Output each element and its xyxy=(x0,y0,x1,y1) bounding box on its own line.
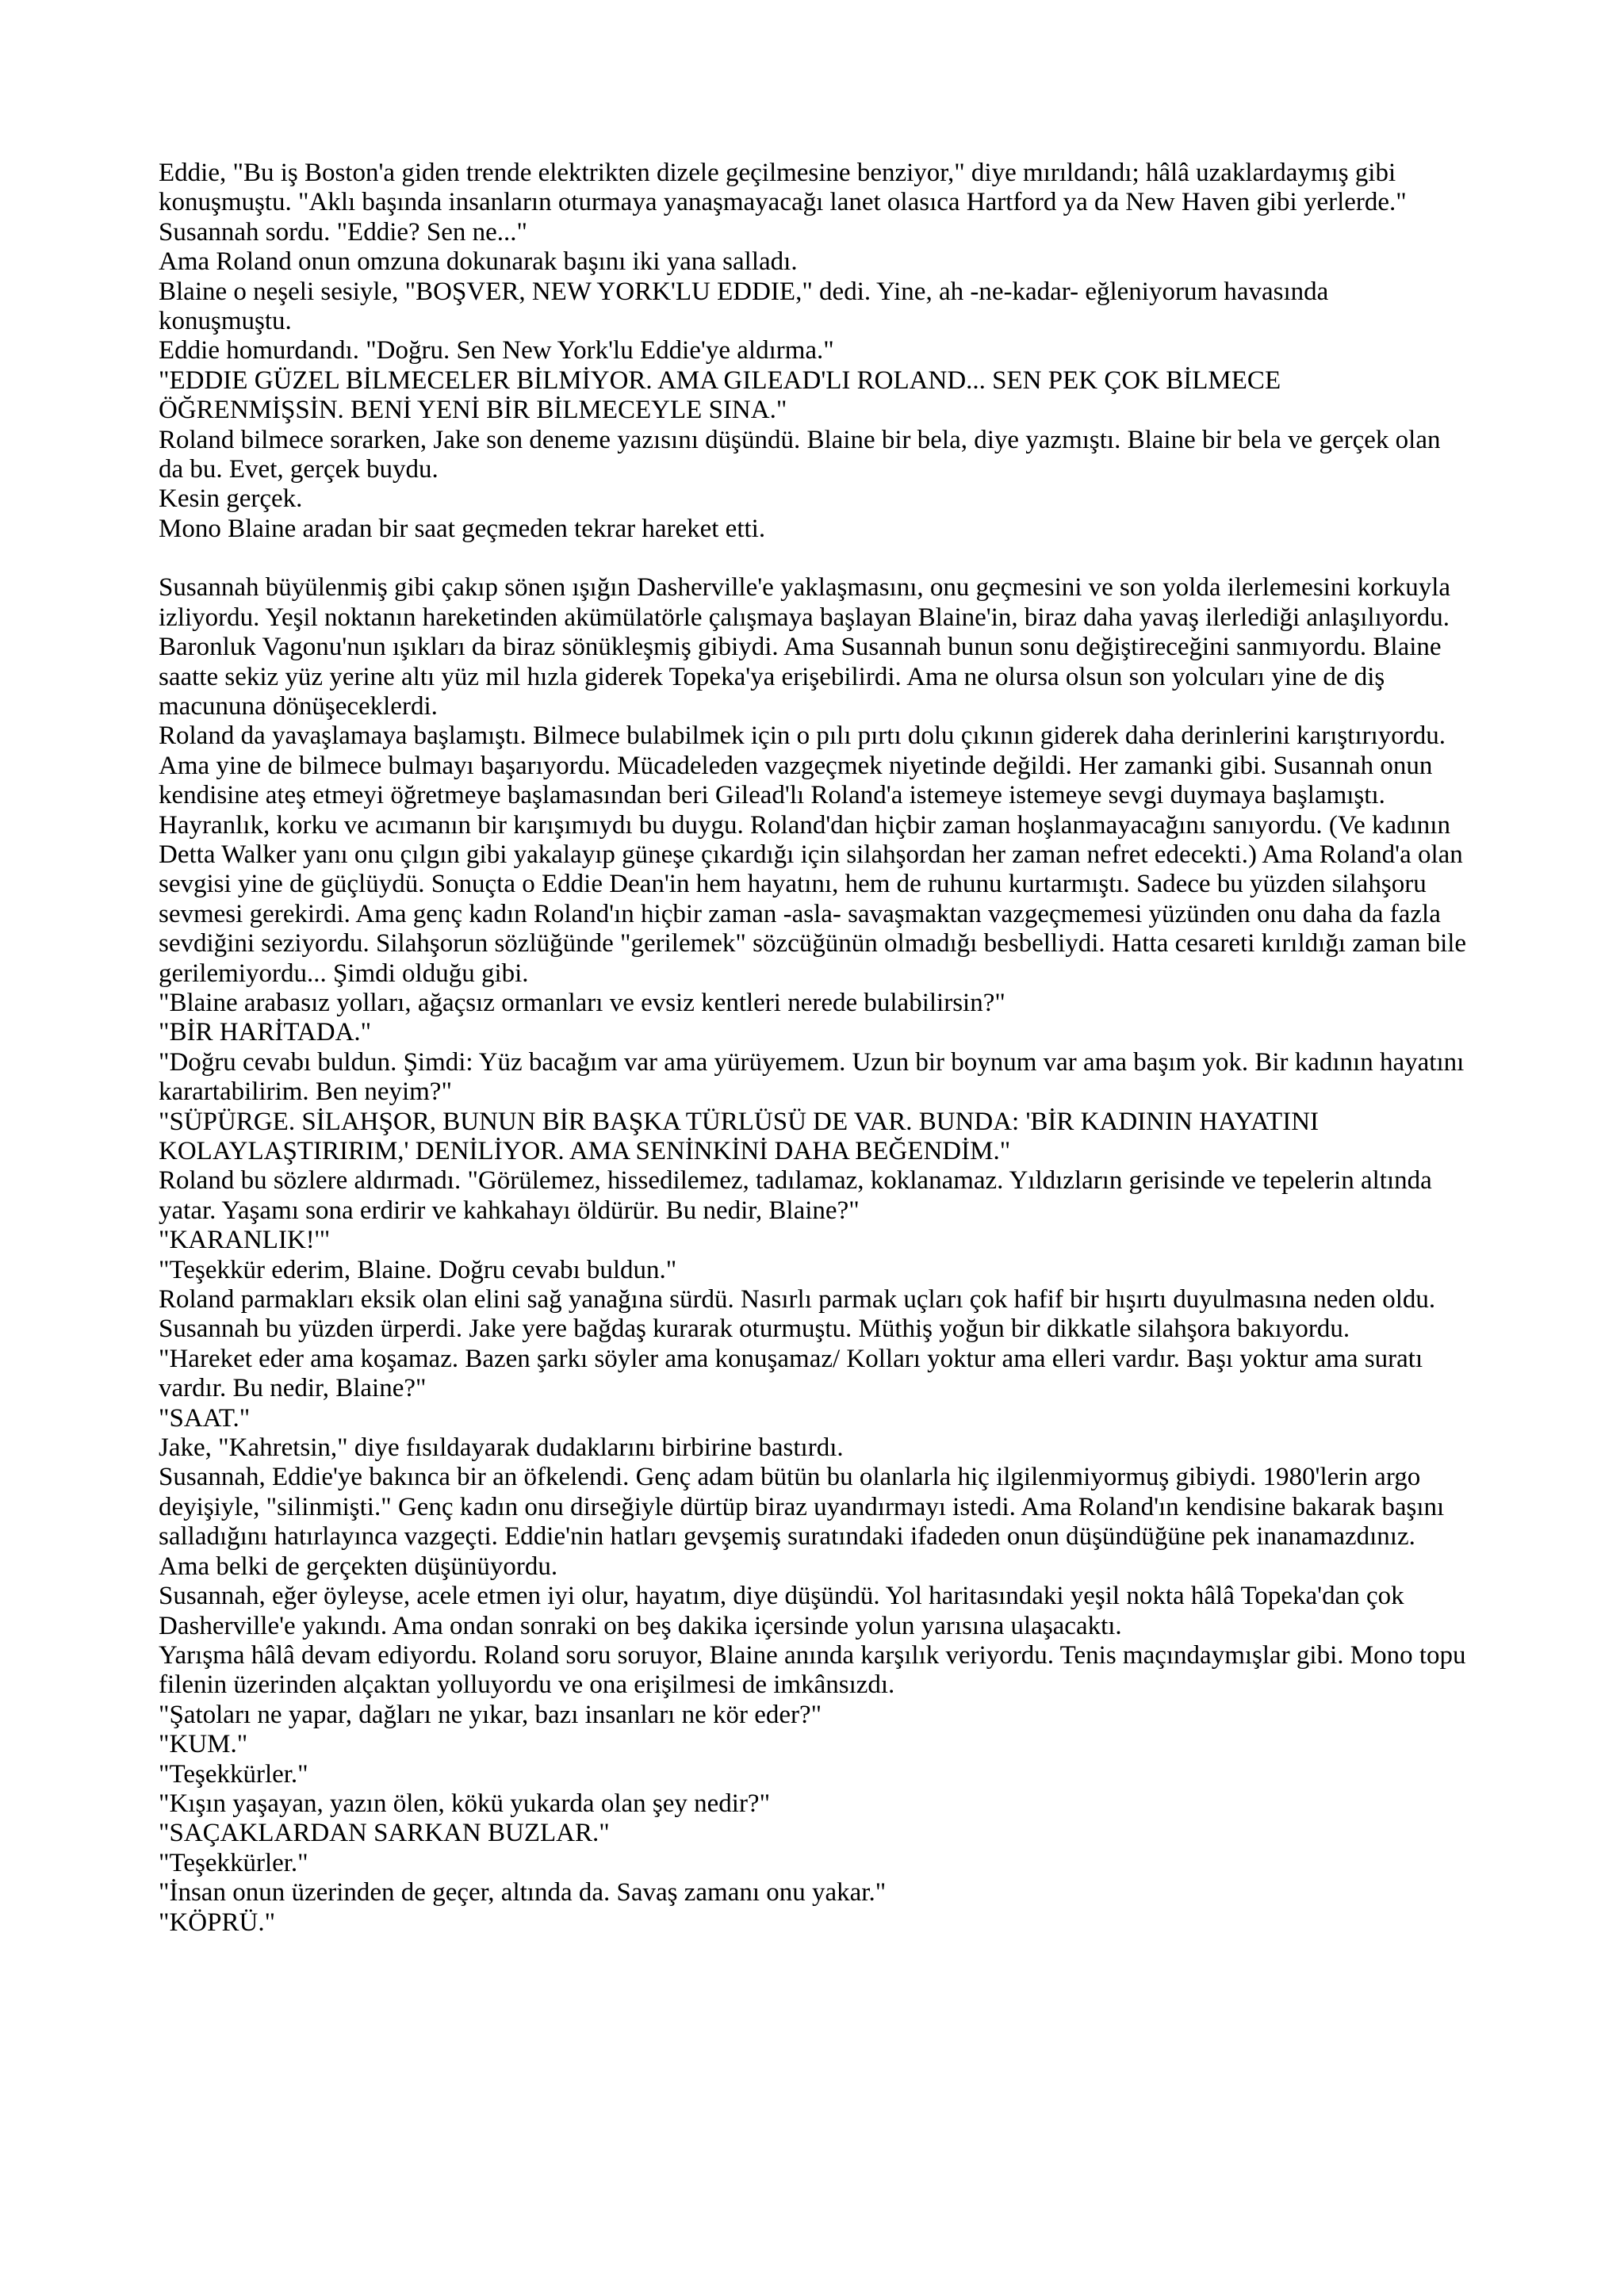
paragraph: "Teşekkürler." xyxy=(159,1848,308,1877)
paragraph: Roland parmakları eksik olan elini sağ yanağına sürdü. Nasırlı parmak uçları çok hafif bir hışırtı duyulmasına neden oldu. Susannah bu yüzden ürperdi. Jake yere bağdaş kurarak oturmuştu. Müthiş yoğun bir dikkatle silahşora bakıyordu. xyxy=(159,1285,1436,1344)
paragraph: "Teşekkürler." xyxy=(159,1759,308,1789)
paragraph: "EDDIE GÜZEL BİLMECELER BİLMİYOR. AMA GILEAD'LI ROLAND... SEN PEK ÇOK BİLMECE ÖĞRENMİŞSİN. BENİ YENİ BİR BİLMECEYLE SINA." xyxy=(159,365,1281,425)
paragraph: "Blaine arabasız yolları, ağaçsız ormanları ve evsiz kentleri nerede bulabilirsin?" xyxy=(159,988,1005,1017)
paragraph: Kesin gerçek. xyxy=(159,484,303,514)
paragraph: Blaine o neşeli sesiyle, "BOŞVER, NEW YORK'LU EDDIE," dedi. Yine, ah -ne-kadar- eğleniyorum havasında konuşmuştu. xyxy=(159,277,1329,336)
paragraph: Susannah büyülenmiş gibi çakıp sönen ışığın Dasherville'e yaklaşmasını, onu geçmesini ve son yolda ilerlemesini korkuyla izliyordu. Yeşil noktanın hareketinden akümülatörle çalışmaya başlayan Blaine'in, biraz daha yavaş ilerlediği anlaşılıyordu. Baronluk Vagonu'nun ışıkları da biraz sönükleşmiş gibiydi. Ama Susannah bunun sonu değiştireceğini sanmıyordu. Blaine saatte sekiz yüz yerine altı yüz mil hızla giderek Topeka'ya erişebilirdi. Ama ne olursa olsun son yolcuları yine de diş macununa dönüşeceklerdi. xyxy=(159,573,1451,721)
paragraph: "Hareket eder ama koşamaz. Bazen şarkı söyler ama konuşamaz/ Kolları yoktur ama elleri vardır. Başı yoktur ama suratı vardır. Bu nedir, Blaine?" xyxy=(159,1344,1423,1403)
paragraph: "SAÇAKLARDAN SARKAN BUZLAR." xyxy=(159,1819,610,1848)
paragraph: "Kışın yaşayan, yazın ölen, kökü yukarda olan şey nedir?" xyxy=(159,1789,771,1818)
paragraph: Susannah, eğer öyleyse, acele etmen iyi olur, hayatım, diye düşündü. Yol haritasındaki yeşil nokta hâlâ Topeka'dan çok Dasherville'e yakındı. Ama ondan sonraki on beş dakika içersinde yolun yarısına ulaşacaktı. xyxy=(159,1582,1404,1640)
paragraph: Roland bilmece sorarken, Jake son deneme yazısını düşündü. Blaine bir bela, diye yazmıştı. Blaine bir bela ve gerçek olan da bu. Evet, gerçek buydu. xyxy=(159,425,1441,484)
paragraph: Roland bu sözlere aldırmadı. "Görülemez, hissedilemez, tadılamaz, koklanamaz. Yıldızların gerisinde ve tepelerin altında yatar. Yaşamı sona erdirir ve kahkahayı öldürür. Bu nedir, Blaine?" xyxy=(159,1166,1432,1225)
paragraph: "KARANLIK!'" xyxy=(159,1226,331,1255)
paragraph-spacer xyxy=(159,544,1467,573)
paragraph: "Teşekkür ederim, Blaine. Doğru cevabı buldun." xyxy=(159,1255,677,1284)
paragraph: Eddie homurdandı. "Doğru. Sen New York'lu Eddie'ye aldırma." xyxy=(159,336,834,365)
paragraph: Eddie, "Bu iş Boston'a giden trende elektrikten dizele geçilmesine benziyor," diye mırıldandı; hâlâ uzaklardaymış gibi konuşmuştu. "Aklı başında insanların oturmaya yanaşmayacağı lanet olasıca Hartford ya da New Haven gibi yerlerde." xyxy=(159,159,1407,217)
paragraph: "SAAT." xyxy=(159,1403,251,1433)
paragraph: "İnsan onun üzerinden de geçer, altında da. Savaş zamanı onu yakar." xyxy=(159,1878,887,1908)
paragraph: Jake, "Kahretsin," diye fısıldayarak dudaklarını birbirine bastırdı. xyxy=(159,1433,844,1463)
paragraph: "Şatoları ne yapar, dağları ne yıkar, bazı insanları ne kör eder?" xyxy=(159,1700,822,1729)
paragraph: "KÖPRÜ." xyxy=(159,1908,276,1937)
paragraph: Susannah, Eddie'ye bakınca bir an öfkelendi. Genç adam bütün bu olanlarla hiç ilgilenmiyormuş gibiydi. 1980'lerin argo deyişiyle, "silinmişti." Genç kadın onu dirseğiyle dürtüp biraz uyandırmayı istedi. Ama Roland'ın kendisine bakarak başını salladığını hatırlayınca vazgeçti. Eddie'nin hatları gevşemiş suratındaki ifadeden onun düşündüğüne pek inanamazdınız. Ama belki de gerçekten düşünüyordu. xyxy=(159,1463,1445,1581)
paragraph: Mono Blaine aradan bir saat geçmeden tekrar hareket etti. xyxy=(159,514,766,543)
paragraph: Susannah sordu. "Eddie? Sen ne..." xyxy=(159,217,528,247)
paragraph: "BİR HARİTADA." xyxy=(159,1018,372,1047)
paragraph: Ama Roland onun omzuna dokunarak başını iki yana salladı. xyxy=(159,247,798,277)
paragraph: Yarışma hâlâ devam ediyordu. Roland soru soruyor, Blaine anında karşılık veriyordu. Tenis maçındaymışlar gibi. Mono topu filenin üzerinden alçaktan yolluyordu ve ona erişilmesi de imkânsızdı. xyxy=(159,1640,1466,1700)
document-page xyxy=(159,159,1467,1938)
paragraph: "SÜPÜRGE. SİLAHŞOR, BUNUN BİR BAŞKA TÜRLÜSÜ DE VAR. BUNDA: 'BİR KADININ HAYATINI KOLAYLAŞTIRIRIM,' DENİLİYOR. AMA SENİNKİNİ DAHA BEĞENDİM." xyxy=(159,1107,1320,1165)
paragraph: "KUM." xyxy=(159,1730,248,1759)
paragraph: Roland da yavaşlamaya başlamıştı. Bilmece bulabilmek için o pılı pırtı dolu çıkının giderek daha derinlerini karıştırıyordu. Ama yine de bilmece bulmayı başarıyordu. Mücadeleden vazgeçmek niyetinde değildi. Her zamanki gibi. Susannah onun kendisine ateş etmeyi öğretmeye başlamasından beri Gilead'lı Roland'a istemeye istemeye sevgi duymaya başlamıştı. Hayranlık, korku ve acımanın bir karışımıydı bu duygu. Roland'dan hiçbir zaman hoşlanmayacağını sanıyordu. (Ve kadının Detta Walker yanı onu çılgın gibi yakalayıp güneşe çıkardığı için silahşordan her zaman nefret edecekti.) Ama Roland'a olan sevgisi yine de güçlüydü. Sonuçta o Eddie Dean'in hem hayatını, hem de ruhunu kurtarmıştı. Sadece bu yüzden silahşoru sevmesi gerekirdi. Ama genç kadın Roland'ın hiçbir zaman -asla- savaşmaktan vazgeçmemesi yüzünden onu daha da fazla sevdiğini seziyordu. Silahşorun sözlüğünde "gerilemek" sözcüğünün olmadığı besbelliydi. Hatta cesareti kırıldığı zaman bile gerilemiyordu... Şimdi olduğu gibi. xyxy=(159,721,1467,988)
paragraph: "Doğru cevabı buldun. Şimdi: Yüz bacağım var ama yürüyemem. Uzun bir boynum var ama başım yok. Bir kadının hayatını karartabilirim. Ben neyim?" xyxy=(159,1047,1465,1107)
